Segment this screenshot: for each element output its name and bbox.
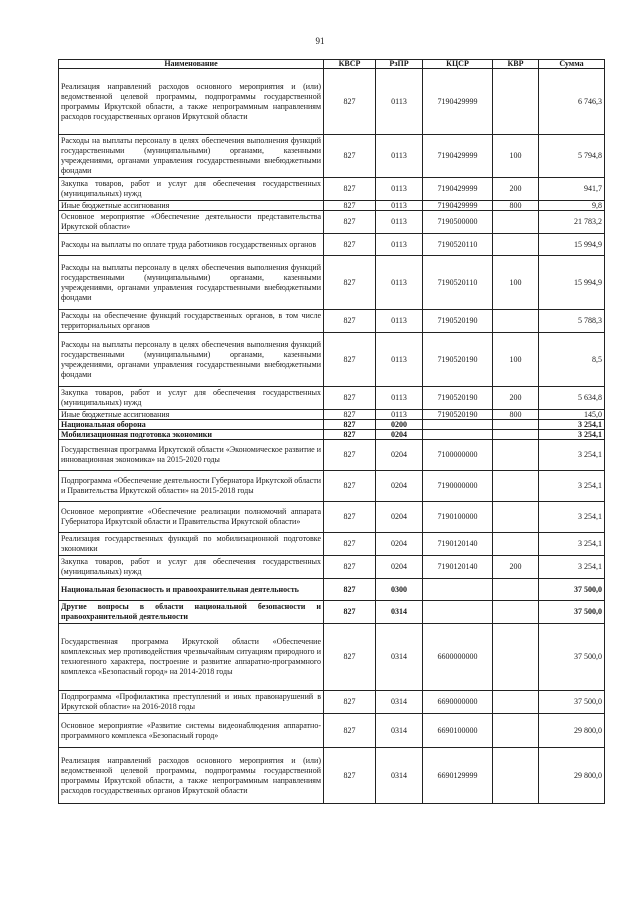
cell-kcsr (423, 430, 493, 440)
cell-sum: 9,8 (539, 201, 605, 211)
cell-kvr (493, 234, 539, 256)
cell-kcsr: 6690100000 (423, 714, 493, 748)
cell-kvsr: 827 (324, 135, 376, 178)
cell-rzpr: 0113 (376, 135, 423, 178)
cell-sum: 21 783,2 (539, 211, 605, 234)
cell-sum: 5 788,3 (539, 310, 605, 333)
table-row (59, 533, 605, 556)
cell-kcsr: 7190429999 (423, 135, 493, 178)
cell-name: Основное мероприятие «Развитие системы видеонаблюдения аппаратно-программного комплекса «Безопасный город» (59, 714, 324, 748)
table-row (59, 234, 605, 256)
cell-kcsr: 7190120140 (423, 533, 493, 556)
cell-name: Реализация направлений расходов основного мероприятия и (или) ведомственной целевой программы, подпрограммы государственной программы Иркутской области, а также непрограммным направлениям расходов государственных органов Иркутской области (59, 748, 324, 804)
cell-kvr: 800 (493, 201, 539, 211)
cell-kcsr: 6690000000 (423, 691, 493, 714)
cell-kcsr: 7190429999 (423, 201, 493, 211)
cell-kvr (493, 440, 539, 471)
cell-sum: 3 254,1 (539, 556, 605, 579)
table-row (59, 333, 605, 387)
cell-kvsr: 827 (324, 624, 376, 691)
cell-kvr (493, 714, 539, 748)
cell-kvsr: 827 (324, 387, 376, 410)
cell-name: Расходы на выплаты по оплате труда работников государственных органов (59, 234, 324, 256)
cell-kcsr: 7190520190 (423, 310, 493, 333)
cell-sum: 37 500,0 (539, 624, 605, 691)
cell-name: Иные бюджетные ассигнования (59, 201, 324, 211)
cell-name: Государственная программа Иркутской области «Экономическое развитие и инновационная экономика» на 2015-2020 годы (59, 440, 324, 471)
table-row (59, 420, 605, 430)
cell-kvr (493, 624, 539, 691)
cell-name: Расходы на обеспечение функций государственных органов, в том числе территориальных органов (59, 310, 324, 333)
cell-sum: 5 794,8 (539, 135, 605, 178)
cell-name: Подпрограмма «Профилактика преступлений и иных правонарушений в Иркутской области» на 2016-2018 годы (59, 691, 324, 714)
table-row (59, 714, 605, 748)
cell-kcsr: 7100000000 (423, 440, 493, 471)
cell-sum: 5 634,8 (539, 387, 605, 410)
table-row (59, 691, 605, 714)
cell-rzpr: 0314 (376, 624, 423, 691)
table-row (59, 135, 605, 178)
cell-rzpr: 0200 (376, 420, 423, 430)
cell-kvsr: 827 (324, 533, 376, 556)
cell-kvr (493, 420, 539, 430)
cell-rzpr: 0300 (376, 579, 423, 601)
table-row (59, 211, 605, 234)
table-row (59, 69, 605, 135)
cell-name: Национальная безопасность и правоохранительная деятельность (59, 579, 324, 601)
cell-rzpr: 0113 (376, 201, 423, 211)
cell-kvr: 200 (493, 178, 539, 201)
cell-rzpr: 0314 (376, 748, 423, 804)
cell-kcsr: 7190429999 (423, 178, 493, 201)
cell-kvr: 200 (493, 387, 539, 410)
table-row (59, 201, 605, 211)
cell-rzpr: 0113 (376, 234, 423, 256)
cell-sum: 15 994,9 (539, 234, 605, 256)
table-row (59, 410, 605, 420)
table-row (59, 502, 605, 533)
cell-name: Расходы на выплаты персоналу в целях обеспечения выполнения функций государственными (муниципальными) органами, казенными учреждениями, органами управления государственными внебюджетными фондами (59, 256, 324, 310)
cell-kvsr: 827 (324, 234, 376, 256)
cell-kvr (493, 748, 539, 804)
cell-kvr (493, 69, 539, 135)
cell-kvsr: 827 (324, 178, 376, 201)
cell-sum: 3 254,1 (539, 430, 605, 440)
cell-kvr (493, 502, 539, 533)
cell-kcsr: 7190100000 (423, 502, 493, 533)
cell-name: Реализация направлений расходов основного мероприятия и (или) ведомственной целевой программы, подпрограммы государственной программы Иркутской области, а также непрограммным направлениям расходов государственных органов Иркутской области (59, 69, 324, 135)
cell-rzpr: 0204 (376, 430, 423, 440)
cell-kcsr (423, 579, 493, 601)
cell-name: Основное мероприятие «Обеспечение реализации полномочий аппарата Губернатора Иркутской области и Правительства Иркутской области» (59, 502, 324, 533)
cell-kvsr: 827 (324, 430, 376, 440)
cell-kcsr: 7190520190 (423, 333, 493, 387)
cell-name: Государственная программа Иркутской области «Обеспечение комплексных мер противодействия чрезвычайным ситуациям природного и техногенного характера, построение и развитие аппаратно-программного комплекса «Безопасный город» на 2014-2018 годы (59, 624, 324, 691)
cell-name: Расходы на выплаты персоналу в целях обеспечения выполнения функций государственными (муниципальными) органами, казенными учреждениями, органами управления государственными внебюджетными фондами (59, 333, 324, 387)
cell-kvsr: 827 (324, 410, 376, 420)
header-rzpr: РзПР (376, 60, 423, 69)
cell-kvr: 200 (493, 556, 539, 579)
cell-sum: 15 994,9 (539, 256, 605, 310)
budget-table (58, 59, 605, 804)
cell-kcsr: 6690129999 (423, 748, 493, 804)
cell-sum: 37 500,0 (539, 691, 605, 714)
cell-sum: 3 254,1 (539, 471, 605, 502)
cell-kcsr: 7190520110 (423, 256, 493, 310)
cell-kvr (493, 471, 539, 502)
table-row (59, 601, 605, 624)
cell-name: Иные бюджетные ассигнования (59, 410, 324, 420)
table-row (59, 430, 605, 440)
cell-kcsr: 7190429999 (423, 69, 493, 135)
cell-kvsr: 827 (324, 691, 376, 714)
table-row (59, 748, 605, 804)
cell-sum: 37 500,0 (539, 601, 605, 624)
cell-rzpr: 0314 (376, 691, 423, 714)
cell-rzpr: 0204 (376, 556, 423, 579)
cell-name: Закупка товаров, работ и услуг для обеспечения государственных (муниципальных) нужд (59, 556, 324, 579)
cell-kvsr: 827 (324, 256, 376, 310)
cell-kcsr: 7190120140 (423, 556, 493, 579)
cell-kvr: 100 (493, 135, 539, 178)
cell-rzpr: 0113 (376, 256, 423, 310)
page-number: 91 (315, 36, 325, 46)
cell-rzpr: 0113 (376, 410, 423, 420)
cell-rzpr: 0204 (376, 471, 423, 502)
cell-sum: 3 254,1 (539, 440, 605, 471)
cell-rzpr: 0113 (376, 333, 423, 387)
cell-kcsr: 6600000000 (423, 624, 493, 691)
cell-kvr (493, 691, 539, 714)
cell-sum: 8,5 (539, 333, 605, 387)
table-row (59, 440, 605, 471)
cell-name: Основное мероприятие «Обеспечение деятельности представительства Иркутской области» (59, 211, 324, 234)
cell-name: Закупка товаров, работ и услуг для обеспечения государственных (муниципальных) нужд (59, 178, 324, 201)
table-row (59, 310, 605, 333)
header-kvsr: КВСР (324, 60, 376, 69)
cell-kvsr: 827 (324, 748, 376, 804)
table-row (59, 256, 605, 310)
header-kcsr: КЦСР (423, 60, 493, 69)
header-name: Наименование (59, 60, 324, 69)
cell-sum: 6 746,3 (539, 69, 605, 135)
cell-kcsr: 7190520190 (423, 410, 493, 420)
cell-sum: 3 254,1 (539, 420, 605, 430)
cell-name: Национальная оборона (59, 420, 324, 430)
cell-sum: 29 800,0 (539, 748, 605, 804)
cell-kvsr: 827 (324, 310, 376, 333)
cell-rzpr: 0113 (376, 310, 423, 333)
cell-kcsr: 7190520110 (423, 234, 493, 256)
cell-sum: 145,0 (539, 410, 605, 420)
cell-kvsr: 827 (324, 471, 376, 502)
cell-kvr (493, 211, 539, 234)
cell-rzpr: 0204 (376, 533, 423, 556)
cell-kvr: 100 (493, 333, 539, 387)
cell-rzpr: 0314 (376, 714, 423, 748)
cell-rzpr: 0113 (376, 211, 423, 234)
cell-kvsr: 827 (324, 714, 376, 748)
cell-kvr (493, 310, 539, 333)
header-kvr: КВР (493, 60, 539, 69)
table-row (59, 624, 605, 691)
table-row (59, 387, 605, 410)
cell-kvsr: 827 (324, 601, 376, 624)
cell-sum: 941,7 (539, 178, 605, 201)
cell-rzpr: 0204 (376, 440, 423, 471)
cell-rzpr: 0113 (376, 178, 423, 201)
cell-kvr (493, 430, 539, 440)
cell-rzpr: 0204 (376, 502, 423, 533)
cell-sum: 29 800,0 (539, 714, 605, 748)
cell-kcsr (423, 601, 493, 624)
cell-kcsr (423, 420, 493, 430)
cell-kvsr: 827 (324, 440, 376, 471)
cell-kvr (493, 601, 539, 624)
cell-kvr: 800 (493, 410, 539, 420)
cell-rzpr: 0314 (376, 601, 423, 624)
cell-name: Мобилизационная подготовка экономики (59, 430, 324, 440)
cell-kvsr: 827 (324, 420, 376, 430)
cell-name: Расходы на выплаты персоналу в целях обеспечения выполнения функций государственными (муниципальными) органами, казенными учреждениями, органами управления государственными внебюджетными фондами (59, 135, 324, 178)
table-header-row (59, 60, 605, 69)
cell-name: Другие вопросы в области национальной безопасности и правоохранительной деятельности (59, 601, 324, 624)
cell-sum: 3 254,1 (539, 502, 605, 533)
table-row (59, 471, 605, 502)
cell-kvsr: 827 (324, 211, 376, 234)
cell-sum: 3 254,1 (539, 533, 605, 556)
cell-kvsr: 827 (324, 201, 376, 211)
cell-kvsr: 827 (324, 579, 376, 601)
cell-kvsr: 827 (324, 502, 376, 533)
cell-name: Закупка товаров, работ и услуг для обеспечения государственных (муниципальных) нужд (59, 387, 324, 410)
cell-name: Реализация государственных функций по мобилизационной подготовке экономики (59, 533, 324, 556)
cell-kvsr: 827 (324, 69, 376, 135)
cell-kvsr: 827 (324, 333, 376, 387)
table-row (59, 556, 605, 579)
cell-rzpr: 0113 (376, 387, 423, 410)
cell-kcsr: 7190520190 (423, 387, 493, 410)
cell-kvsr: 827 (324, 556, 376, 579)
cell-sum: 37 500,0 (539, 579, 605, 601)
cell-kcsr: 7190500000 (423, 211, 493, 234)
cell-kvr (493, 579, 539, 601)
table-row (59, 579, 605, 601)
cell-name: Подпрограмма «Обеспечение деятельности Губернатора Иркутской области и Правительства Иркутской области» на 2015-2018 годы (59, 471, 324, 502)
cell-rzpr: 0113 (376, 69, 423, 135)
table-row (59, 178, 605, 201)
cell-kcsr: 7190000000 (423, 471, 493, 502)
cell-kvr (493, 533, 539, 556)
header-sum: Сумма (539, 60, 605, 69)
cell-kvr: 100 (493, 256, 539, 310)
